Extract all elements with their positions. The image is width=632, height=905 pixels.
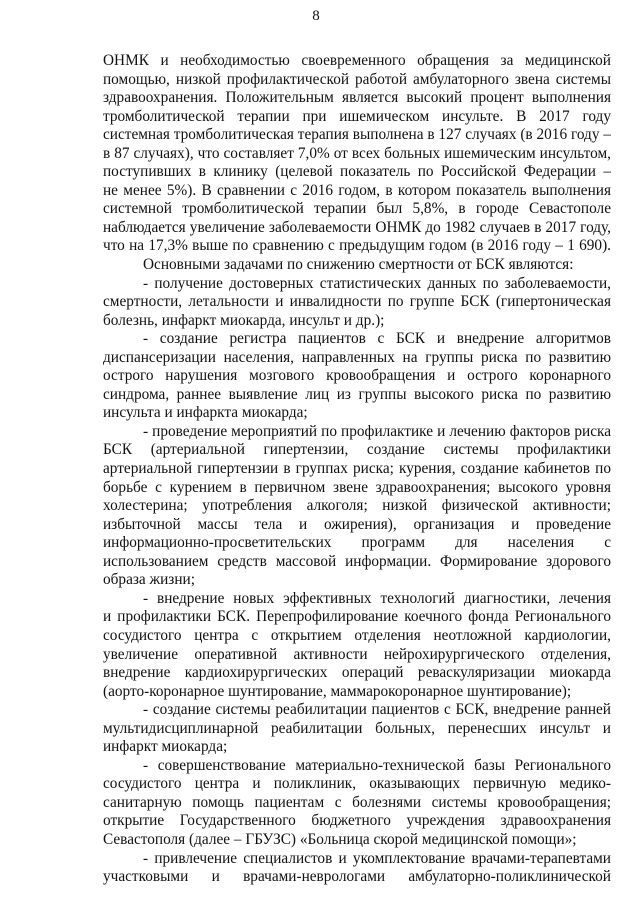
text-line: не менее 5%). В сравнении с 2016 годом, в котором показатель выполнения [103,181,611,199]
text-line: избыточной массы тела и ожирения), организация и проведение [103,515,611,533]
text-line: и профилактики БСК. Перепрофилирование коечного фонда Регионального [103,608,611,626]
text-line: увеличение оперативной активности нейрохирургического отделения, [103,645,611,663]
text-line: борьбе с курением в первичном звене здравоохранения; высокого уровня [103,478,611,496]
text-line: что на 17,3% выше по сравнению с предыдущим годом (в 2016 году – 1 690). [103,237,611,255]
text-line: участковыми и врачами-неврологами амбулаторно-поликлинической [103,868,611,886]
body-text [103,52,611,887]
text-line: - внедрение новых эффективных технологий диагностики, лечения [143,589,611,607]
text-line: мультидисциплинарной реабилитации больных, перенесших инсульт и [103,719,611,737]
text-line: Севастополя (далее – ГБУЗС) «Больница скорой медицинской помощи»; [103,830,577,848]
text-line: - проведение мероприятий по профилактике и лечению факторов риска [143,422,611,440]
text-line: (аорто-коронарное шунтирование, маммарокоронарное шунтирование); [103,682,572,700]
text-line: - получение достоверных статистических данных по заболеваемости, [143,274,611,292]
text-line: поступивших в клинику (целевой показатель по Российской Федерации – [103,163,611,181]
text-line: БСК (артериальной гипертензии, создание системы профилактики [103,441,611,459]
text-line: здравоохранения. Положительным является высокий процент выполнения [103,89,611,107]
text-line: - создание регистра пациентов с БСК и внедрение алгоритмов [143,330,611,348]
text-line: инсульта и инфаркта миокарда; [103,404,308,422]
text-line: информационно-просветительских программ для населения с [103,534,611,552]
text-line: санитарную помощь пациентам с болезнями системы кровообращения; [103,793,611,811]
text-line: в 87 случаях), что составляет 7,0% от всех больных ишемическим инсультом, [103,144,611,162]
text-line: сосудистого центра с открытием отделения неотложной кардиологии, [103,626,611,644]
text-line: внедрение кардиохирургических операций реваскуляризации миокарда [103,664,611,682]
text-line: открытие Государственного бюджетного учреждения здравоохранения [103,812,611,830]
text-line: синдрома, раннее выявление лиц из группы высокого риска по развитию [103,385,611,403]
text-line: системной тромболитической терапии был 5,8%, в городе Севастополе [103,200,611,218]
text-line: ОНМК и необходимостью своевременного обращения за медицинской [103,52,611,69]
text-line: Основными задачами по снижению смертности от БСК являются: [143,256,574,274]
text-line: наблюдается увеличение заболеваемости ОНМК до 1982 случаев в 2017 году, [103,218,611,236]
text-line: смертности, летальности и инвалидности по группе БСК (гипертоническая [103,293,611,311]
text-line: использованием средств массовой информации. Формирование здорового [103,552,611,570]
text-line: сосудистого центра и поликлиник, оказывающих первичную медико- [103,775,611,793]
text-line: - создание системы реабилитации пациентов с БСК, внедрение ранней [143,701,611,719]
text-line: - привлечение специалистов и укомплектование врачами-терапевтами [143,849,611,867]
text-line: тромболитической терапии при ишемическом инсульте. В 2017 году [103,107,611,125]
text-line: диспансеризации населения, направленных на группы риска по развитию [103,348,611,366]
text-line: помощью, низкой профилактической работой амбулаторного звена системы [103,70,611,88]
text-line: холестерина; употребления алкоголя; низкой физической активности; [103,497,611,515]
text-line: болезнь, инфаркт миокарда, инсульт и др.); [103,311,385,329]
text-line: острого нарушения мозгового кровообращения и острого коронарного [103,367,611,385]
page-number: 8 [312,8,320,24]
text-line: инфаркт миокарда; [103,738,228,756]
text-line: артериальной гипертензии в группах риска; курения, создание кабинетов по [103,460,611,478]
text-line: образа жизни; [103,571,195,589]
text-line: системная тромболитическая терапия выполнена в 127 случаях (в 2016 году – [103,126,611,144]
text-line: - совершенствование материально-технической базы Регионального [143,756,611,774]
